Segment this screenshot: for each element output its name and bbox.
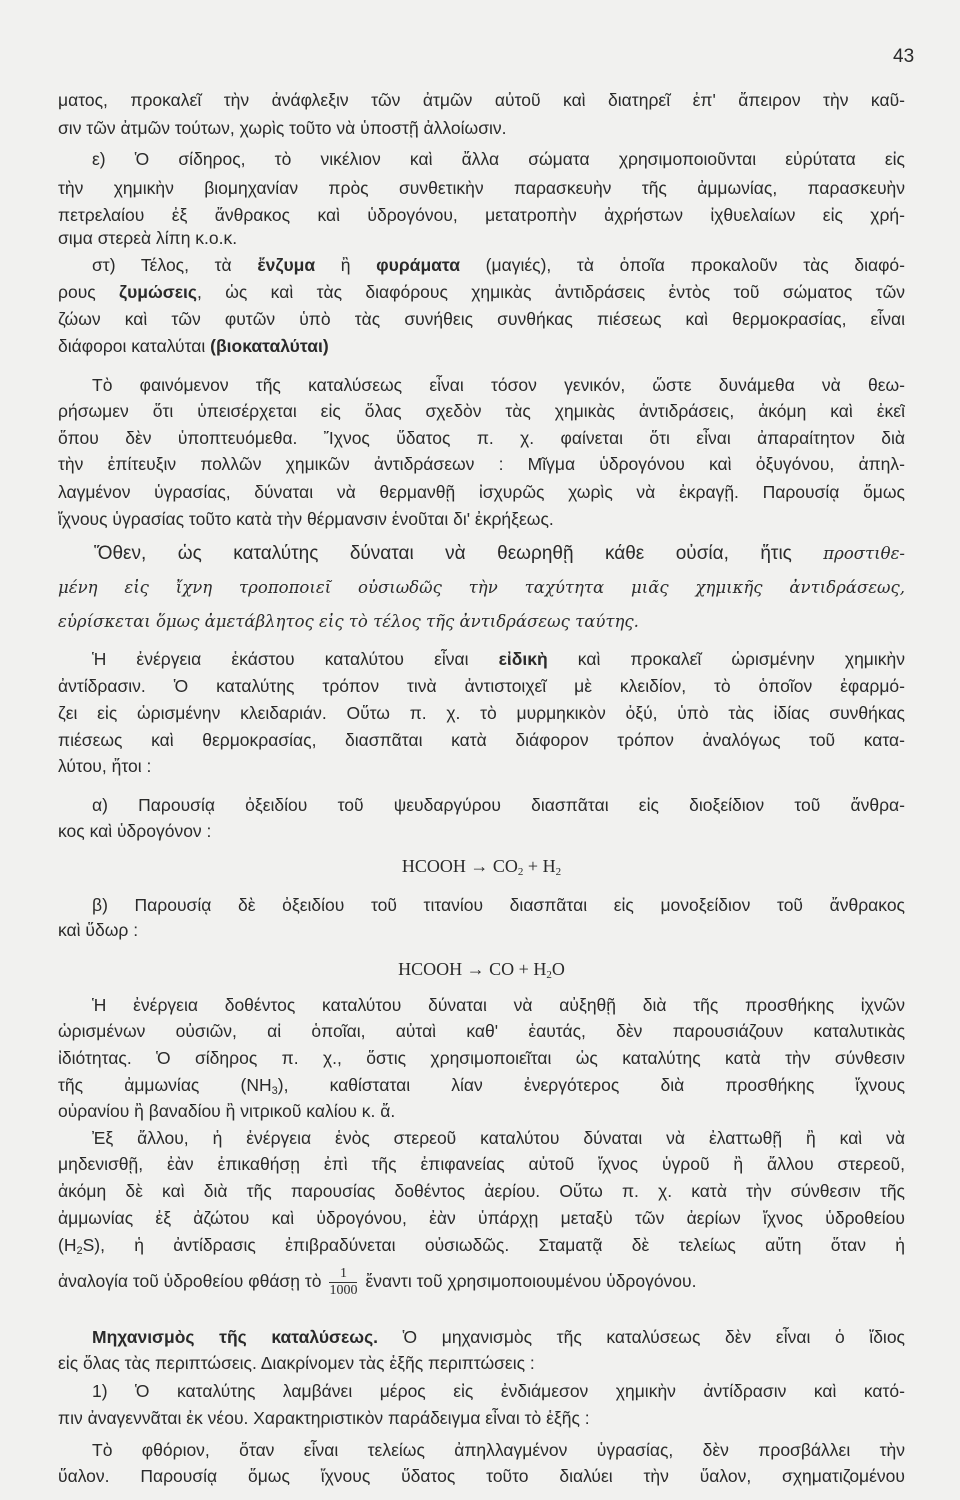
text-segment: λαγμένον ὑγρασίας, δύναται νὰ θερμανθῇ ἰσχυρῶς χωρὶς νὰ ἐκραγῇ. Παρουσίᾳ ὅμως <box>58 482 905 502</box>
subscript: 2 <box>76 1245 83 1256</box>
text-segment: O <box>551 959 565 979</box>
text-segment: S), ἡ ἀντίδρασις ἐπιβραδύνεται οὐσιωδῶς. Σταματᾷ δὲ τελείως αὔτη ὅταν ἡ <box>82 1235 905 1255</box>
text-line <box>58 1074 905 1096</box>
text-segment: ὡρισμένων οὐσιῶν, αἱ ὁποῖαι, αὐταὶ καθ' ἑαυτάς, δὲν παρουσιάζουν καταλυτικὰς <box>58 1021 905 1041</box>
text-line <box>94 542 905 564</box>
bold-term: Μηχανισμὸς τῆς καταλύσεως. <box>92 1327 379 1347</box>
text-segment: ρους <box>58 282 120 302</box>
text-line <box>58 1234 905 1256</box>
chemical-equation <box>58 855 905 883</box>
text-line <box>92 894 905 916</box>
text-line <box>58 1047 905 1069</box>
fraction-numerator: 1 <box>329 1266 357 1283</box>
text-segment: σιμα στερεὰ λίπη κ.ο.κ. <box>58 228 238 248</box>
text-segment: μηδενισθῇ, ἐὰν ἐπικαθήσῃ ἐπὶ τῆς ἐπιφανείας αὐτοῦ ἴχνος ὑγροῦ ἢ ἄλλου στερεοῦ, <box>58 1154 905 1174</box>
text-line <box>58 702 905 724</box>
text-segment: Ἐξ ἄλλου, ἡ ἐνέργεια ἑνὸς στερεοῦ καταλύτου δύναται νὰ ἐλαττωθῇ ἢ καὶ νὰ <box>92 1128 905 1148</box>
italic-text: εὑρίσκεται ὅμως ἀμετάβλητος εἰς τὸ τέλος τῆς ἀντιδράσεως ταύτης. <box>58 612 639 631</box>
text-line <box>58 508 905 530</box>
text-line <box>58 1020 905 1042</box>
text-line <box>58 1407 905 1429</box>
text-segment: ζώων καὶ τῶν φυτῶν ὑπὸ τὰς συνήθεις συνθήκας πιέσεως καὶ θερμοκρασίας, εἶναι <box>58 309 905 329</box>
text-line <box>58 308 905 330</box>
text-line <box>58 89 905 111</box>
text-line <box>58 177 905 199</box>
text-segment: καὶ προκαλεῖ ὡρισμένην χημικὴν <box>547 649 905 669</box>
text-line <box>58 820 905 842</box>
text-line <box>58 227 905 249</box>
text-line <box>92 148 905 170</box>
text-line <box>92 1127 905 1149</box>
bold-term: εἰδικὴ <box>498 649 548 669</box>
text-segment: τὴν χημικὴν βιομηχανίαν πρὸς συνθετικὴν παρασκευὴν τῆς ἀμμωνίας, παρασκευὴν <box>58 178 905 198</box>
text-line <box>92 1380 905 1402</box>
text-segment: λύτου, ἤτοι : <box>58 756 152 776</box>
text-line <box>58 1207 905 1229</box>
text-segment: α) Παρουσίᾳ ὀξειδίου τοῦ ψευδαργύρου διασπᾶται εἰς διοξείδιον τοῦ ἄνθρα- <box>92 795 905 815</box>
chemical-equation <box>58 958 905 986</box>
text-segment: στ) Τέλος, τὰ <box>92 255 258 275</box>
bold-term: (βιοκαταλύται) <box>210 336 329 356</box>
text-segment: ε) Ὁ σίδηρος, τὸ νικέλιον καὶ ἄλλα σώματα χρησιμοποιοῦνται εὐρύτατα εἰς <box>92 149 905 169</box>
text-segment: Τὸ φαινόμενον τῆς καταλύσεως εἶναι τόσον γενικόν, ὥστε δυνάμεθα νὰ θεω- <box>92 375 905 395</box>
text-segment: ἀκόμη δὲ καὶ διὰ τῆς παρουσίας δοθέντος ἀερίου. Οὕτω π. χ. κατὰ τὴν σύνθεσιν τῆς <box>58 1181 905 1201</box>
text-line <box>92 1326 905 1348</box>
text-line <box>58 281 905 303</box>
text-segment: οὐρανίου ἢ βαναδίου ἢ νιτρικοῦ καλίου κ. ἄ. <box>58 1101 396 1121</box>
page-number: 43 <box>893 46 915 67</box>
text-line <box>92 648 905 670</box>
text-segment: σιν τῶν ἀτμῶν τούτων, χωρὶς τοῦτο νὰ ὑποστῇ ἀλλοίωσιν. <box>58 118 507 138</box>
text-line <box>58 675 905 697</box>
text-segment: διάφοροι καταλύται <box>58 336 211 356</box>
text-segment: πετρελαίου ἐξ ἄνθρακος καὶ ὑδρογόνου, μετατροπὴν ἀχρήστων ἰχθυελαίων εἰς χρή- <box>58 205 905 225</box>
text-segment: (μαγιές), τὰ ὁποῖα προκαλοῦν τὰς διαφό- <box>460 255 905 275</box>
text-segment: (H <box>58 1235 77 1255</box>
text-segment: ἴχνους ὑγρασίας τοῦτο κατὰ τὴν θέρμανσιν ἑνοῦται δι' ἐκρήξεως. <box>58 509 554 529</box>
text-line <box>58 400 905 422</box>
text-segment: Ὁ μηχανισμὸς τῆς καταλύσεως δὲν εἶναι ὁ ἴδιος <box>378 1327 905 1347</box>
text-segment: ἀντίδρασιν. Ὁ καταλύτης τρόπον τινὰ ἀντιστοιχεῖ μὲ κλειδίον, τὸ ὁποῖον ἐφαρμό- <box>58 676 905 696</box>
text-line <box>58 1266 905 1299</box>
subscript: 2 <box>555 866 562 878</box>
text-segment: κος καὶ ὑδρογόνον : <box>58 821 212 841</box>
text-line <box>92 1439 905 1461</box>
bold-term: ἔνζυμα <box>257 255 316 275</box>
text-segment: HCOOH → CO + H <box>398 959 547 979</box>
text-segment: , ὡς καὶ τὰς διαφόρους χημικὰς ἀντιδράσεις ἐντὸς τοῦ σώματος τῶν <box>197 282 905 302</box>
text-line <box>58 919 905 941</box>
text-line <box>58 1180 905 1202</box>
text-segment: ἀμμωνίας ἐξ ἀζώτου καὶ ὑδρογόνου, ἐὰν ὑπάρχῃ μεταξὺ τῶν ἀερίων ἴχνος ὑδροθείου <box>58 1208 905 1228</box>
text-segment: Ὅθεν, ὡς καταλύτης δύναται νὰ θεωρηθῇ κάθε οὐσία, ἥτις <box>94 543 824 564</box>
text-segment: HCOOH → CO <box>401 856 518 876</box>
text-segment: ματος, προκαλεῖ τὴν ἀνάφλεξιν τῶν ἀτμῶν αὐτοῦ καὶ διατηρεῖ ἐπ' ἄπειρον τὴν καῦ- <box>58 90 905 110</box>
text-line <box>92 994 905 1016</box>
text-segment: ὅπου δὲν ὑποπτευόμεθα. Ἴχνος ὕδατος π. χ. φαίνεται ὅτι εἶναι ἀπαραίτητον διὰ <box>58 428 905 448</box>
text-line <box>58 610 905 633</box>
text-segment: εἰς ὅλας τὰς περιπτώσεις. Διακρίνομεν τὰς ἑξῆς περιπτώσεις : <box>58 1353 535 1373</box>
text-line <box>92 374 905 396</box>
fraction <box>329 1266 357 1299</box>
text-line <box>58 481 905 503</box>
bold-term: φυράματα <box>376 255 460 275</box>
italic-text: προστιθε- <box>823 544 905 563</box>
text-segment: Τὸ φθόριον, ὅταν εἶναι τελείως ἀπηλλαγμένον ὑγρασίας, δὲν προσβάλλει τὴν <box>92 1440 905 1460</box>
text-line <box>58 729 905 751</box>
fraction-denominator: 1000 <box>329 1283 358 1298</box>
text-line <box>58 755 905 777</box>
text-line <box>58 1352 905 1374</box>
text-line <box>92 794 905 816</box>
text-segment: τὴν ἐπίτευξιν πολλῶν χημικῶν ἀντιδράσεων : Μῖγμα ὑδρογόνου καὶ ὀξυγόνου, ἀπηλ- <box>58 454 905 474</box>
text-segment: ), καθίσταται λίαν ἐνεργότερος διὰ προσθήκης ἴχνους <box>277 1075 905 1095</box>
text-segment: β) Παρουσίᾳ δὲ ὀξειδίου τοῦ τιτανίου διασπᾶται εἰς μονοξείδιον τοῦ ἄνθρακος <box>92 895 905 915</box>
text-line <box>58 576 905 598</box>
text-segment: ὕαλον. Παρουσίᾳ ὅμως ἴχνους ὕδατος τοῦτο διαλύει τὴν ὕαλον, σχηματιζομένου <box>58 1466 905 1486</box>
text-segment: τῆς ἀμμωνίας (NH <box>58 1075 272 1095</box>
text-segment: ἰδιότητας. Ὁ σίδηρος π. χ., ὅστις χρησιμοποιεῖται ὡς καταλύτης κατὰ τὴν σύνθεσιν <box>58 1048 905 1068</box>
text-line <box>58 1465 905 1487</box>
text-segment: καὶ ὕδωρ : <box>58 920 139 940</box>
text-segment: ἔναντι τοῦ χρησιμοποιουμένου ὑδρογόνου. <box>365 1271 697 1292</box>
text-segment: πιέσεως καὶ θερμοκρασίας, διασπᾶται κατὰ διάφορον τρόπον ἀναλόγως τοῦ κατα- <box>58 730 905 750</box>
text-segment: ρήσωμεν ὅτι ὑπεισέρχεται εἰς ὅλας σχεδὸν τὰς χημικὰς ἀντιδράσεις, ἀκόμη καὶ ἐκεῖ <box>58 401 905 421</box>
text-line <box>58 1153 905 1175</box>
text-line <box>58 204 905 226</box>
text-line <box>92 254 905 276</box>
text-segment: πιν ἀναγεννᾶται ἐκ νέου. Χαρακτηριστικὸν παράδειγμα εἶναι τὸ ἑξῆς : <box>58 1408 590 1428</box>
text-segment: Ἡ ἐνέργεια δοθέντος καταλύτου δύναται νὰ αὐξηθῇ διὰ τῆς προσθήκης ἰχνῶν <box>92 995 905 1015</box>
text-line <box>58 117 905 139</box>
text-line <box>58 427 905 449</box>
text-line <box>58 453 905 475</box>
text-line <box>58 1100 905 1122</box>
text-segment: Ἡ ἐνέργεια ἑκάστου καταλύτου εἶναι <box>92 649 499 669</box>
text-line <box>58 335 905 357</box>
subscript: 2 <box>517 866 524 878</box>
text-segment: 1) Ὁ καταλύτης λαμβάνει μέρος εἰς ἐνδιάμεσον χημικὴν ἀντίδρασιν καὶ κατό- <box>92 1381 905 1401</box>
subscript: 2 <box>546 969 552 981</box>
bold-term: ζυμώσεις <box>119 282 198 302</box>
subscript: 3 <box>271 1085 278 1096</box>
text-segment: ἢ <box>315 255 377 275</box>
text-segment: ἀναλογία τοῦ ὑδροθείου φθάσῃ τὸ <box>58 1271 322 1292</box>
text-segment: ζει εἰς ὡρισμένην κλειδαριάν. Οὕτω π. χ. τὸ μυρμηκικὸν ὀξύ, ὑπὸ τὰς ἰδίας συνθήκας <box>58 703 905 723</box>
text-segment: + H <box>523 856 556 876</box>
italic-text: μένη εἰς ἴχνη τροποποιεῖ οὐσιωδῶς τὴν ταχύτητα μιᾶς χημικῆς ἀντιδράσεως, <box>58 578 905 597</box>
